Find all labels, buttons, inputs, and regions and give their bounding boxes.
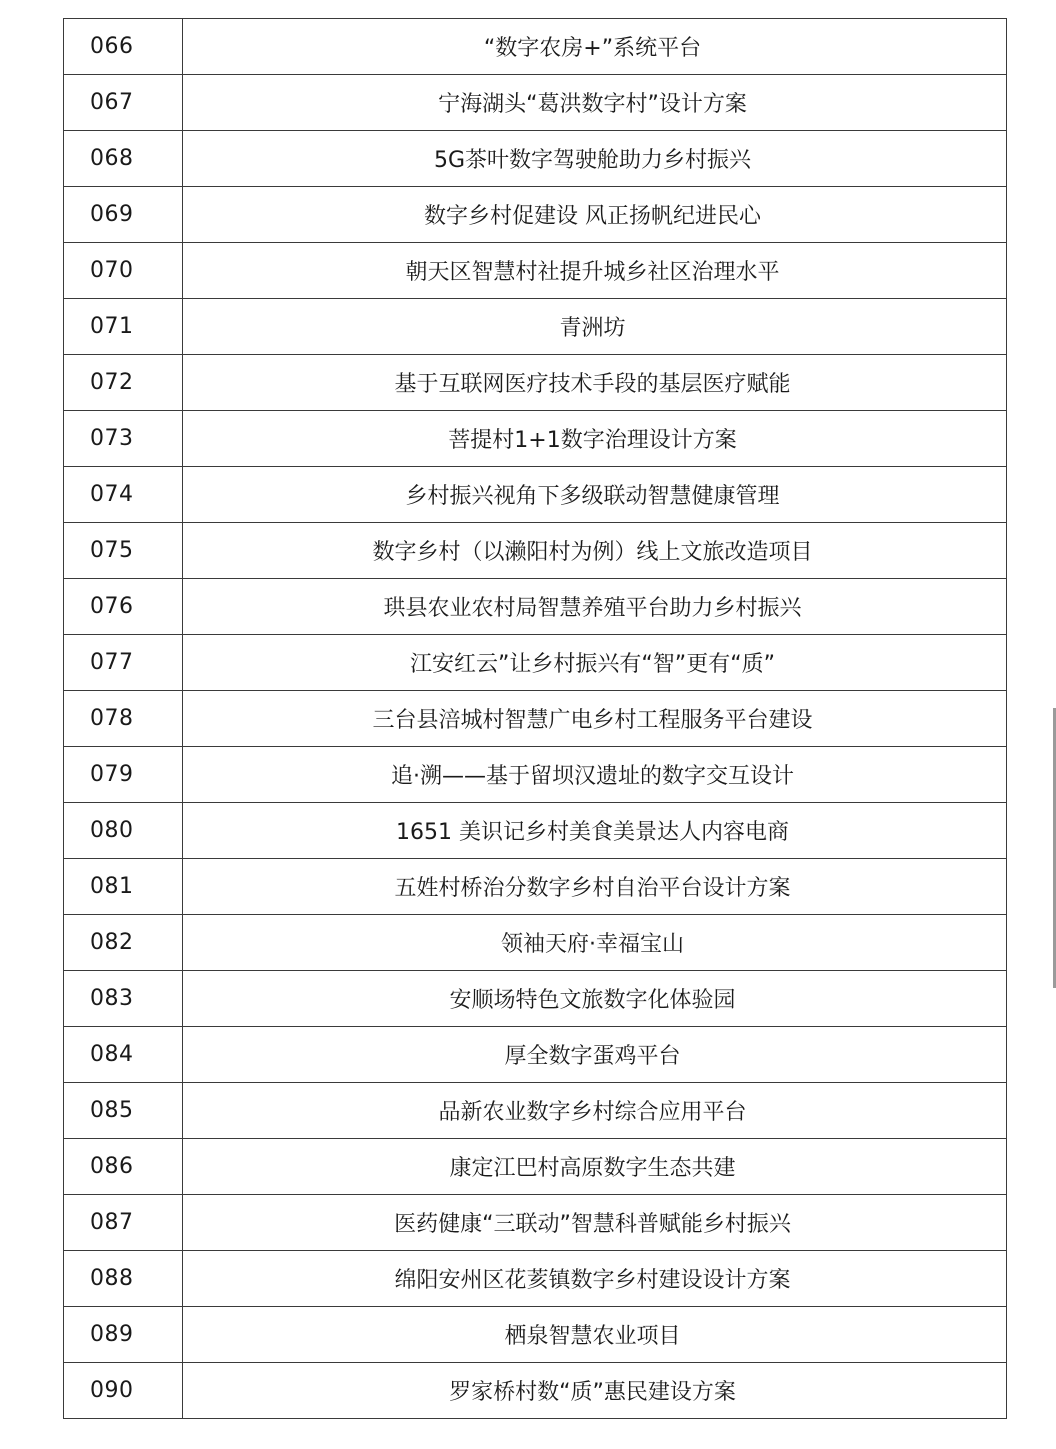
project-title: 江安红云”让乡村振兴有“智”更有“质” — [183, 635, 1007, 691]
table-row — [64, 355, 1007, 411]
table-body — [64, 19, 1007, 1419]
project-title: 数字乡村促建设 风正扬帆纪进民心 — [183, 187, 1007, 243]
row-number: 070 — [64, 243, 183, 299]
row-number: 080 — [64, 803, 183, 859]
row-number: 071 — [64, 299, 183, 355]
table-row — [64, 1363, 1007, 1419]
project-title: 厚全数字蛋鸡平台 — [183, 1027, 1007, 1083]
project-title: 追·溯——基于留坝汉遗址的数字交互设计 — [183, 747, 1007, 803]
project-title: 数字乡村（以濑阳村为例）线上文旅改造项目 — [183, 523, 1007, 579]
row-number: 073 — [64, 411, 183, 467]
row-number: 075 — [64, 523, 183, 579]
row-number: 089 — [64, 1307, 183, 1363]
project-title: 绵阳安州区花荄镇数字乡村建设设计方案 — [183, 1251, 1007, 1307]
row-number: 082 — [64, 915, 183, 971]
row-number: 078 — [64, 691, 183, 747]
project-title: 宁海湖头“葛洪数字村”设计方案 — [183, 75, 1007, 131]
project-title: 5G茶叶数字驾驶舱助力乡村振兴 — [183, 131, 1007, 187]
table-row — [64, 75, 1007, 131]
project-title: 栖泉智慧农业项目 — [183, 1307, 1007, 1363]
project-title: 康定江巴村高原数字生态共建 — [183, 1139, 1007, 1195]
row-number: 068 — [64, 131, 183, 187]
table-row — [64, 411, 1007, 467]
project-list-table — [63, 18, 1007, 1419]
project-title: 珙县农业农村局智慧养殖平台助力乡村振兴 — [183, 579, 1007, 635]
project-title: 五姓村桥治分数字乡村自治平台设计方案 — [183, 859, 1007, 915]
row-number: 087 — [64, 1195, 183, 1251]
row-number: 090 — [64, 1363, 183, 1419]
table-row — [64, 803, 1007, 859]
table-row — [64, 747, 1007, 803]
table-row — [64, 1307, 1007, 1363]
table-row — [64, 467, 1007, 523]
project-title: 1651 美识记乡村美食美景达人内容电商 — [183, 803, 1007, 859]
table-row — [64, 1251, 1007, 1307]
row-number: 074 — [64, 467, 183, 523]
table-row — [64, 971, 1007, 1027]
table-row — [64, 523, 1007, 579]
table-row — [64, 915, 1007, 971]
row-number: 069 — [64, 187, 183, 243]
row-number: 077 — [64, 635, 183, 691]
project-title: 乡村振兴视角下多级联动智慧健康管理 — [183, 467, 1007, 523]
project-list-table-container — [63, 18, 1007, 1419]
project-title: 基于互联网医疗技术手段的基层医疗赋能 — [183, 355, 1007, 411]
project-title: “数字农房+”系统平台 — [183, 19, 1007, 75]
project-title: 品新农业数字乡村综合应用平台 — [183, 1083, 1007, 1139]
table-row — [64, 579, 1007, 635]
row-number: 081 — [64, 859, 183, 915]
row-number: 076 — [64, 579, 183, 635]
project-title: 朝天区智慧村社提升城乡社区治理水平 — [183, 243, 1007, 299]
table-row — [64, 1139, 1007, 1195]
table-row — [64, 635, 1007, 691]
project-title: 安顺场特色文旅数字化体验园 — [183, 971, 1007, 1027]
table-row — [64, 299, 1007, 355]
row-number: 083 — [64, 971, 183, 1027]
project-title: 三台县涪城村智慧广电乡村工程服务平台建设 — [183, 691, 1007, 747]
row-number: 085 — [64, 1083, 183, 1139]
row-number: 066 — [64, 19, 183, 75]
project-title: 领袖天府·幸福宝山 — [183, 915, 1007, 971]
table-row — [64, 243, 1007, 299]
project-title: 青洲坊 — [183, 299, 1007, 355]
table-row — [64, 19, 1007, 75]
row-number: 088 — [64, 1251, 183, 1307]
table-row — [64, 1195, 1007, 1251]
project-title: 医药健康“三联动”智慧科普赋能乡村振兴 — [183, 1195, 1007, 1251]
row-number: 086 — [64, 1139, 183, 1195]
row-number: 072 — [64, 355, 183, 411]
row-number: 084 — [64, 1027, 183, 1083]
table-row — [64, 1083, 1007, 1139]
row-number: 067 — [64, 75, 183, 131]
project-title: 罗家桥村数“质”惠民建设方案 — [183, 1363, 1007, 1419]
row-number: 079 — [64, 747, 183, 803]
table-row — [64, 1027, 1007, 1083]
table-row — [64, 131, 1007, 187]
table-row — [64, 187, 1007, 243]
table-row — [64, 691, 1007, 747]
table-row — [64, 859, 1007, 915]
project-title: 菩提村1+1数字治理设计方案 — [183, 411, 1007, 467]
